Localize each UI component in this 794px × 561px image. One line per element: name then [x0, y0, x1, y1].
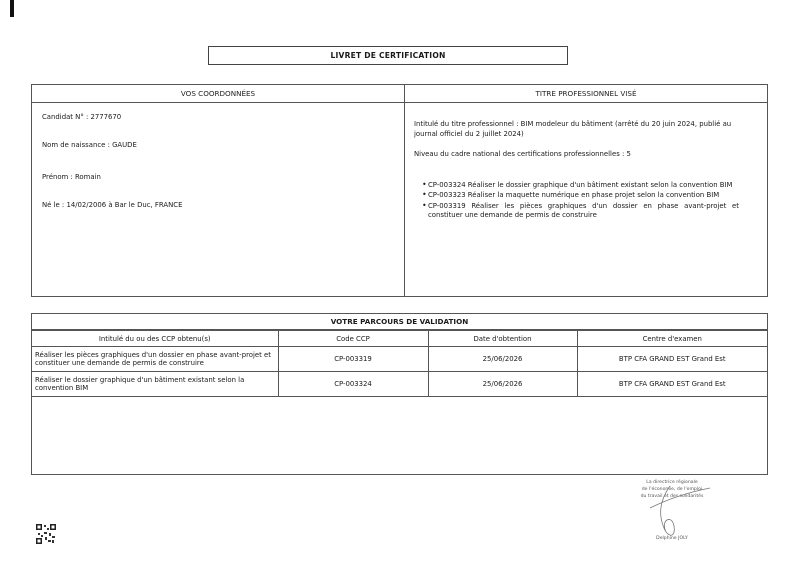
col-date-header: Date d'obtention	[428, 331, 577, 347]
cell-centre: BTP CFA GRAND EST Grand Est	[577, 372, 767, 397]
bullet-icon: •	[422, 180, 427, 189]
cell-code: CP-003324	[278, 372, 428, 397]
ccp-list	[414, 181, 757, 220]
qr-code-icon	[36, 524, 56, 544]
cell-date: 25/06/2026	[428, 347, 577, 372]
ccp-list-item: • CP-003324 Réaliser le dossier graphique d'un bâtiment existant selon la convention BIM	[422, 180, 733, 189]
parcours-panel	[31, 313, 768, 475]
document-title: LIVRET DE CERTIFICATION	[208, 46, 568, 65]
signatory-title-line: La directrice régionale	[646, 480, 698, 485]
parcours-table	[32, 330, 767, 397]
titre-intitule: Intitulé du titre professionnel : BIM modeleur du bâtiment (arrêté du 20 juin 2024, publié au journal officiel du 2 juillet 2024)	[414, 120, 732, 138]
col-centre-header: Centre d'examen	[577, 331, 767, 347]
birth-name: Nom de naissance : GAUDE	[42, 141, 137, 149]
candidat-number: Candidat N° : 2777670	[42, 113, 122, 121]
cell-intitule: Réaliser les pièces graphiques d'un dossier en phase avant-projet et constituer une demande de permis de construire	[32, 347, 278, 372]
signatory-title-line: de l'économie, de l'emploi	[641, 486, 703, 492]
first-name: Prénom : Romain	[42, 173, 101, 181]
ccp-list-item: • CP-003323 Réaliser la maquette numérique en phase projet selon la convention BIM	[422, 190, 720, 200]
signature-block	[612, 478, 732, 548]
signature-scribble-icon	[630, 480, 720, 542]
table-row	[32, 347, 767, 372]
signatory-title-line: du travail et des solidarités	[640, 493, 704, 499]
ccp-list-item: • CP-003319 Réaliser les pièces graphiques d'un dossier en phase avant-projet et constituer une demande de permis de construire	[422, 200, 739, 219]
titre-heading: TITRE PROFESSIONNEL VISÉ	[405, 85, 767, 103]
cell-code: CP-003319	[278, 347, 428, 372]
signatory-name: Delphine JOLY	[656, 536, 688, 541]
page-edge-mark	[10, 0, 14, 17]
bullet-icon: •	[422, 200, 427, 210]
parcours-heading: VOTRE PARCOURS DE VALIDATION	[32, 314, 767, 330]
titre-panel	[404, 84, 768, 297]
birth-info: Né le : 14/02/2006 à Bar le Duc, FRANCE	[42, 201, 183, 209]
cell-date: 25/06/2026	[428, 372, 577, 397]
table-header-row	[32, 331, 767, 347]
titre-niveau: Niveau du cadre national des certifications professionnelles : 5	[414, 150, 631, 158]
cell-intitule: Réaliser le dossier graphique d'un bâtiment existant selon la convention BIM	[32, 372, 278, 397]
coordonnees-panel	[31, 84, 405, 297]
col-intitule-header: Intitulé du ou des CCP obtenu(s)	[32, 331, 278, 347]
table-row	[32, 372, 767, 397]
coordonnees-heading: VOS COORDONNÉES	[32, 85, 404, 103]
bullet-icon: •	[422, 190, 427, 200]
col-code-header: Code CCP	[278, 331, 428, 347]
cell-centre: BTP CFA GRAND EST Grand Est	[577, 347, 767, 372]
